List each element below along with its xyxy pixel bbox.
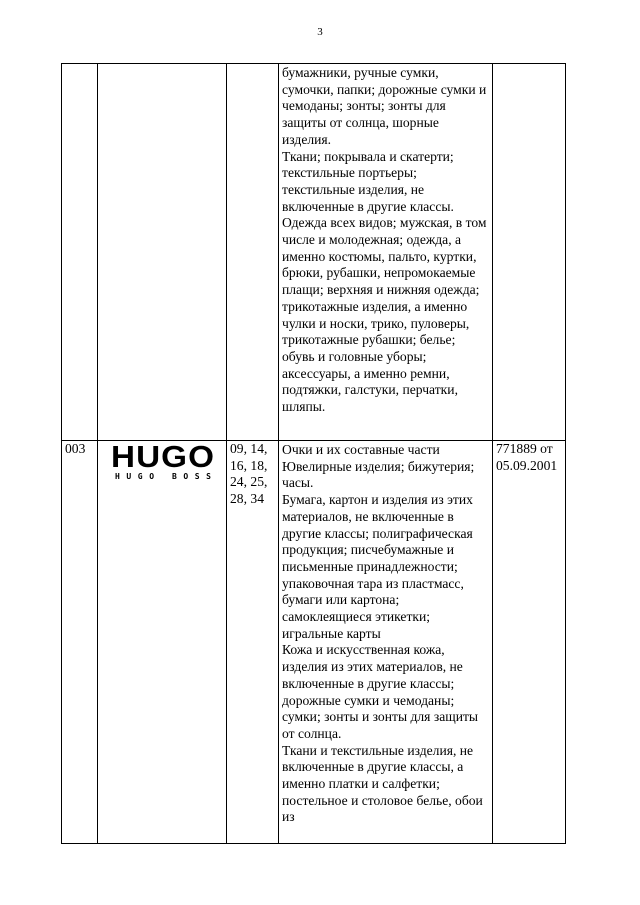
- row-number-cell: [62, 64, 98, 441]
- trademark-table: [61, 63, 566, 844]
- classes-cell: 09, 14, 16, 18, 24, 25, 28, 34: [227, 441, 279, 844]
- trademark-image-cell: [98, 64, 227, 441]
- goods-paragraph: Бумага, картон и изделия из этих материалов, не включенные в другие классы; полиграфическая продукция; писчебумажные и письменные принадлежности; упаковочная тара из пластмасс, бумаги или картона; самоклеящиеся этикетки; игральные карты: [282, 492, 473, 641]
- goods-paragraph: Ткани и текстильные изделия, не включенные в другие классы, а именно платки и салфетки; постельное и столовое белье, обои из: [282, 742, 483, 825]
- table-row: [62, 441, 566, 844]
- logo-sub-text: HUGO BOSS: [115, 472, 211, 481]
- hugo-boss-logo: [109, 443, 217, 483]
- goods-cell: [279, 64, 493, 441]
- classes-cell: [227, 64, 279, 441]
- logo-main-text: HUGO: [111, 443, 215, 474]
- goods-paragraph: Ткани; покрывала и скатерти; текстильные портьеры; текстильные изделия, не включенные в другие классы.: [282, 148, 454, 214]
- goods-paragraph: Одежда всех видов; мужская, в том числе и молодежная; одежда, а именно костюмы, пальто, куртки, брюки, рубашки, непромокаемые плащи; верхняя и нижняя одежда; трикотажные изделия, а именно чулки и носки, трико, пуловеры, трикотажные рубашки; белье; обувь и головные уборы; аксессуары, а именно ремни, подтяжки, галстуки, перчатки, шляпы.: [282, 215, 487, 415]
- table-row: [62, 64, 566, 441]
- goods-paragraph: Очки и их составные части Ювелирные изделия; бижутерия; часы.: [282, 442, 475, 491]
- registration-cell: [493, 64, 566, 441]
- page-number: 3: [317, 26, 323, 38]
- goods-cell: [279, 441, 493, 844]
- registration-cell: 771889 от 05.09.2001: [493, 441, 566, 844]
- trademark-image-cell: [98, 441, 227, 844]
- goods-paragraph: бумажники, ручные сумки, сумочки, папки; дорожные сумки и чемоданы; зонты; зонты для защиты от солнца, шорные изделия.: [282, 65, 487, 147]
- row-number-cell: 003: [62, 441, 98, 844]
- goods-paragraph: Кожа и искусственная кожа, изделия из этих материалов, не включенные в другие классы; дорожные сумки и чемоданы; сумки; зонты и зонты для защиты от солнца.: [282, 642, 479, 741]
